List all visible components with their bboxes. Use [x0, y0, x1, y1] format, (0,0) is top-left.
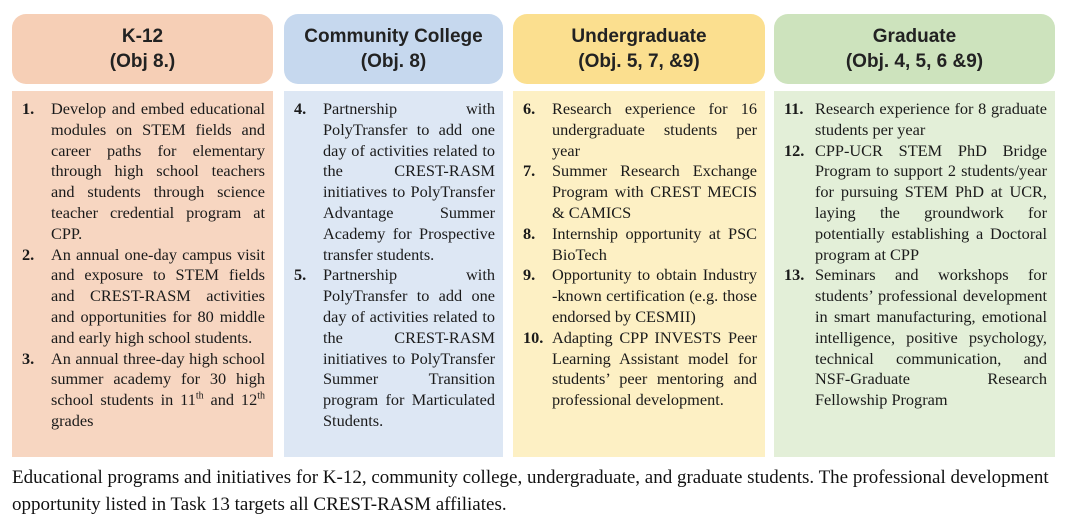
item-number: 1. [22, 99, 35, 118]
list-item [22, 349, 265, 432]
header-k12 [12, 14, 273, 84]
item-number: 2. [22, 244, 35, 264]
header-title: K-12 [121, 26, 164, 47]
item-number: 6. [523, 99, 536, 118]
header-undergraduate [513, 14, 765, 84]
list-item [523, 265, 757, 327]
item-number: 3. [22, 348, 35, 368]
item-text: Research experience for 16 undergraduate students per year [552, 99, 757, 160]
item-text: Seminars and workshops for students’ professional development in smart manufacturing, emotional intelligence, positive psychology, technical communication, and NSF-Graduate Research Fellowship Program [815, 265, 1047, 410]
item-number: 10. [523, 327, 544, 347]
list-item [22, 99, 265, 245]
header-subtitle: (Obj. 8) [360, 51, 427, 72]
item-text: Adapting CPP INVESTS Peer Learning Assistant model for students’ peer mentoring and professional development. [552, 327, 757, 410]
list-item [784, 141, 1047, 266]
item-text: Internship opportunity at PSC BioTech [552, 223, 757, 264]
item-text: Partnership with PolyTransfer to add one day of activities related to the CREST-RASM initiatives to PolyTransfer Advantage Summer Academy for Prospective transfer students. [323, 99, 495, 264]
column-community-college-body [284, 91, 503, 457]
item-text: An annual one-day campus visit and exposure to STEM fields and CREST-RASM activities and opportunities for 80 middle and early high school students. [51, 244, 265, 347]
list-item [294, 99, 495, 265]
header-community-college [284, 14, 503, 84]
item-text: CPP-UCR STEM PhD Bridge Program to support 2 students/year for pursuing STEM PhD at UCR, laying the groundwork for potentially establishing a Doctoral program at CPP [815, 140, 1047, 264]
column-graduate-body [774, 91, 1055, 457]
item-number: 11. [784, 99, 804, 118]
item-text: Develop and embed educational modules on STEM fields and career paths for elementary through high school teachers and students through science teacher credential program at CPP. [51, 99, 265, 243]
list-item [523, 224, 757, 266]
header-subtitle: (Obj. 5, 7, &9) [578, 51, 700, 72]
header-subtitle: (Obj 8.) [109, 51, 176, 72]
item-number: 8. [523, 223, 536, 243]
header-title: Graduate [872, 26, 957, 47]
item-text: An annual three-day high school summer academy for 30 high school students in 11th and 12th grades [51, 348, 265, 430]
header-title: Undergraduate [571, 26, 707, 47]
item-number: 9. [523, 265, 536, 285]
list-item [523, 328, 757, 411]
list-item [784, 265, 1047, 411]
header-graduate [774, 14, 1055, 84]
list-item [22, 245, 265, 349]
item-text: Research experience for 8 graduate students per year [815, 99, 1047, 139]
column-k12-body [12, 91, 273, 457]
header-title: Community College [304, 26, 483, 47]
list-item [784, 99, 1047, 141]
list-item [294, 265, 495, 431]
list-item [523, 161, 757, 223]
item-number: 12. [784, 140, 805, 160]
item-text: Opportunity to obtain Industry -known certification (e.g. those endorsed by CESMII) [552, 265, 757, 326]
item-text: Partnership with PolyTransfer to add one day of activities related to the CREST-RASM initiatives to PolyTransfer Summer Transition program for Marticulated Students. [323, 265, 495, 430]
item-number: 5. [294, 265, 307, 285]
header-subtitle: (Obj. 4, 5, 6 &9) [845, 51, 984, 72]
list-item [523, 99, 757, 161]
item-number: 13. [784, 265, 805, 285]
column-undergraduate-body [513, 91, 765, 457]
item-number: 4. [294, 99, 307, 118]
figure-caption: Educational programs and initiatives for K-12, community college, undergraduate, and graduate students. The professional development opportunity listed in Task 13 targets all CREST-RASM affiliates. [12, 467, 1049, 515]
item-text: Summer Research Exchange Program with CREST MECIS & CAMICS [552, 161, 757, 222]
item-number: 7. [523, 161, 536, 181]
